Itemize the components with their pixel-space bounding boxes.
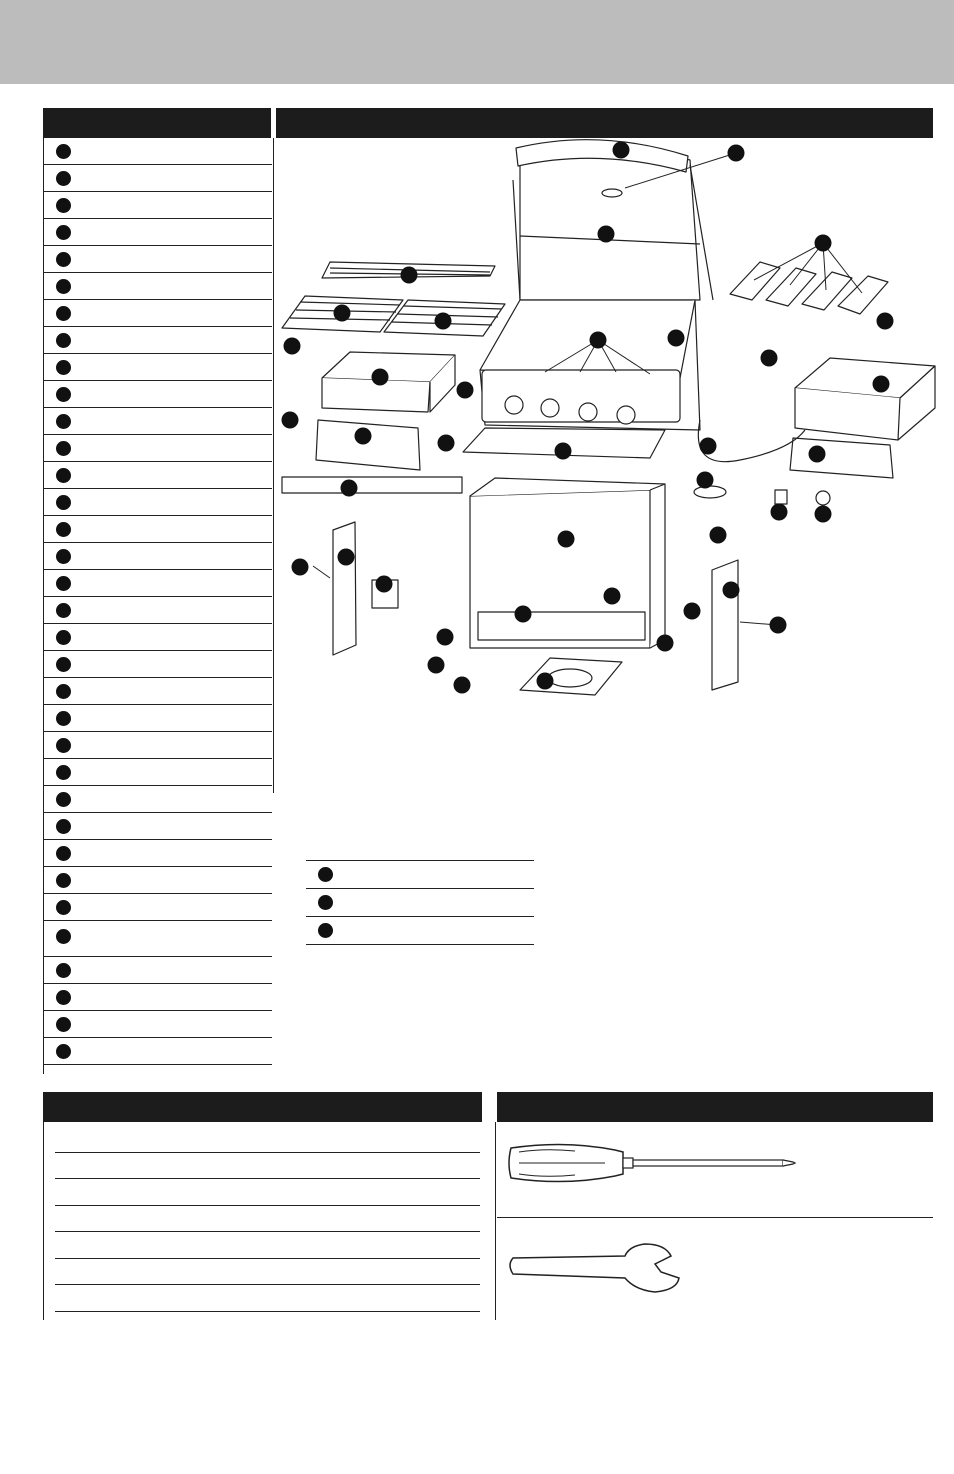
hardware-header (43, 1092, 482, 1122)
part-callout-marker (318, 895, 333, 910)
parts-list-row (43, 1038, 272, 1065)
part-callout-marker (56, 1017, 71, 1032)
parts-list-row (43, 894, 272, 921)
hardware-left-rule (43, 1122, 44, 1320)
part-callout-marker (56, 963, 71, 978)
cross-bar-illustration (282, 477, 462, 493)
parts-list-row (43, 840, 272, 867)
part-callout-marker (56, 900, 71, 915)
accessory-list (306, 860, 534, 945)
part-callout-marker (56, 1044, 71, 1059)
open-end-wrench-icon (505, 1238, 685, 1298)
hardware-row (55, 1259, 480, 1286)
part-callout-marker (56, 765, 71, 780)
tools-divider (497, 1217, 933, 1218)
accessory-list-row (306, 889, 534, 917)
control-knob-small-illustration (816, 491, 830, 505)
tools-header (497, 1092, 933, 1122)
tank-ring-illustration (694, 486, 726, 498)
heat-tents-illustration (730, 262, 888, 314)
part-callout-marker (56, 929, 71, 944)
parts-list-row (43, 1011, 272, 1038)
hardware-row (55, 1285, 480, 1312)
hardware-row (55, 1126, 480, 1153)
parts-list-row (43, 759, 272, 786)
hardware-list (55, 1126, 480, 1312)
parts-list-row (43, 921, 272, 957)
phillips-screwdriver-icon (505, 1138, 805, 1188)
parts-list-row (43, 957, 272, 984)
hardware-row (55, 1179, 480, 1206)
left-cart-panel-illustration (333, 522, 356, 655)
burner-cap-illustration (775, 490, 787, 504)
accessory-list-row (306, 917, 534, 945)
accessory-list-row (306, 861, 534, 889)
parts-list-row (43, 786, 272, 813)
parts-list-row (43, 813, 272, 840)
right-cart-panel-illustration (712, 560, 738, 690)
part-callout-marker (318, 923, 333, 938)
hardware-row (55, 1206, 480, 1233)
part-callout-marker (56, 990, 71, 1005)
parts-list-row (43, 867, 272, 894)
part-callout-marker (56, 873, 71, 888)
hardware-row (55, 1232, 480, 1259)
tools-left-rule (495, 1122, 496, 1320)
part-callout-marker (56, 846, 71, 861)
parts-list-row (43, 984, 272, 1011)
part-callout-marker (56, 792, 71, 807)
hardware-row (55, 1153, 480, 1180)
part-callout-marker (56, 819, 71, 834)
part-callout-marker (318, 867, 333, 882)
